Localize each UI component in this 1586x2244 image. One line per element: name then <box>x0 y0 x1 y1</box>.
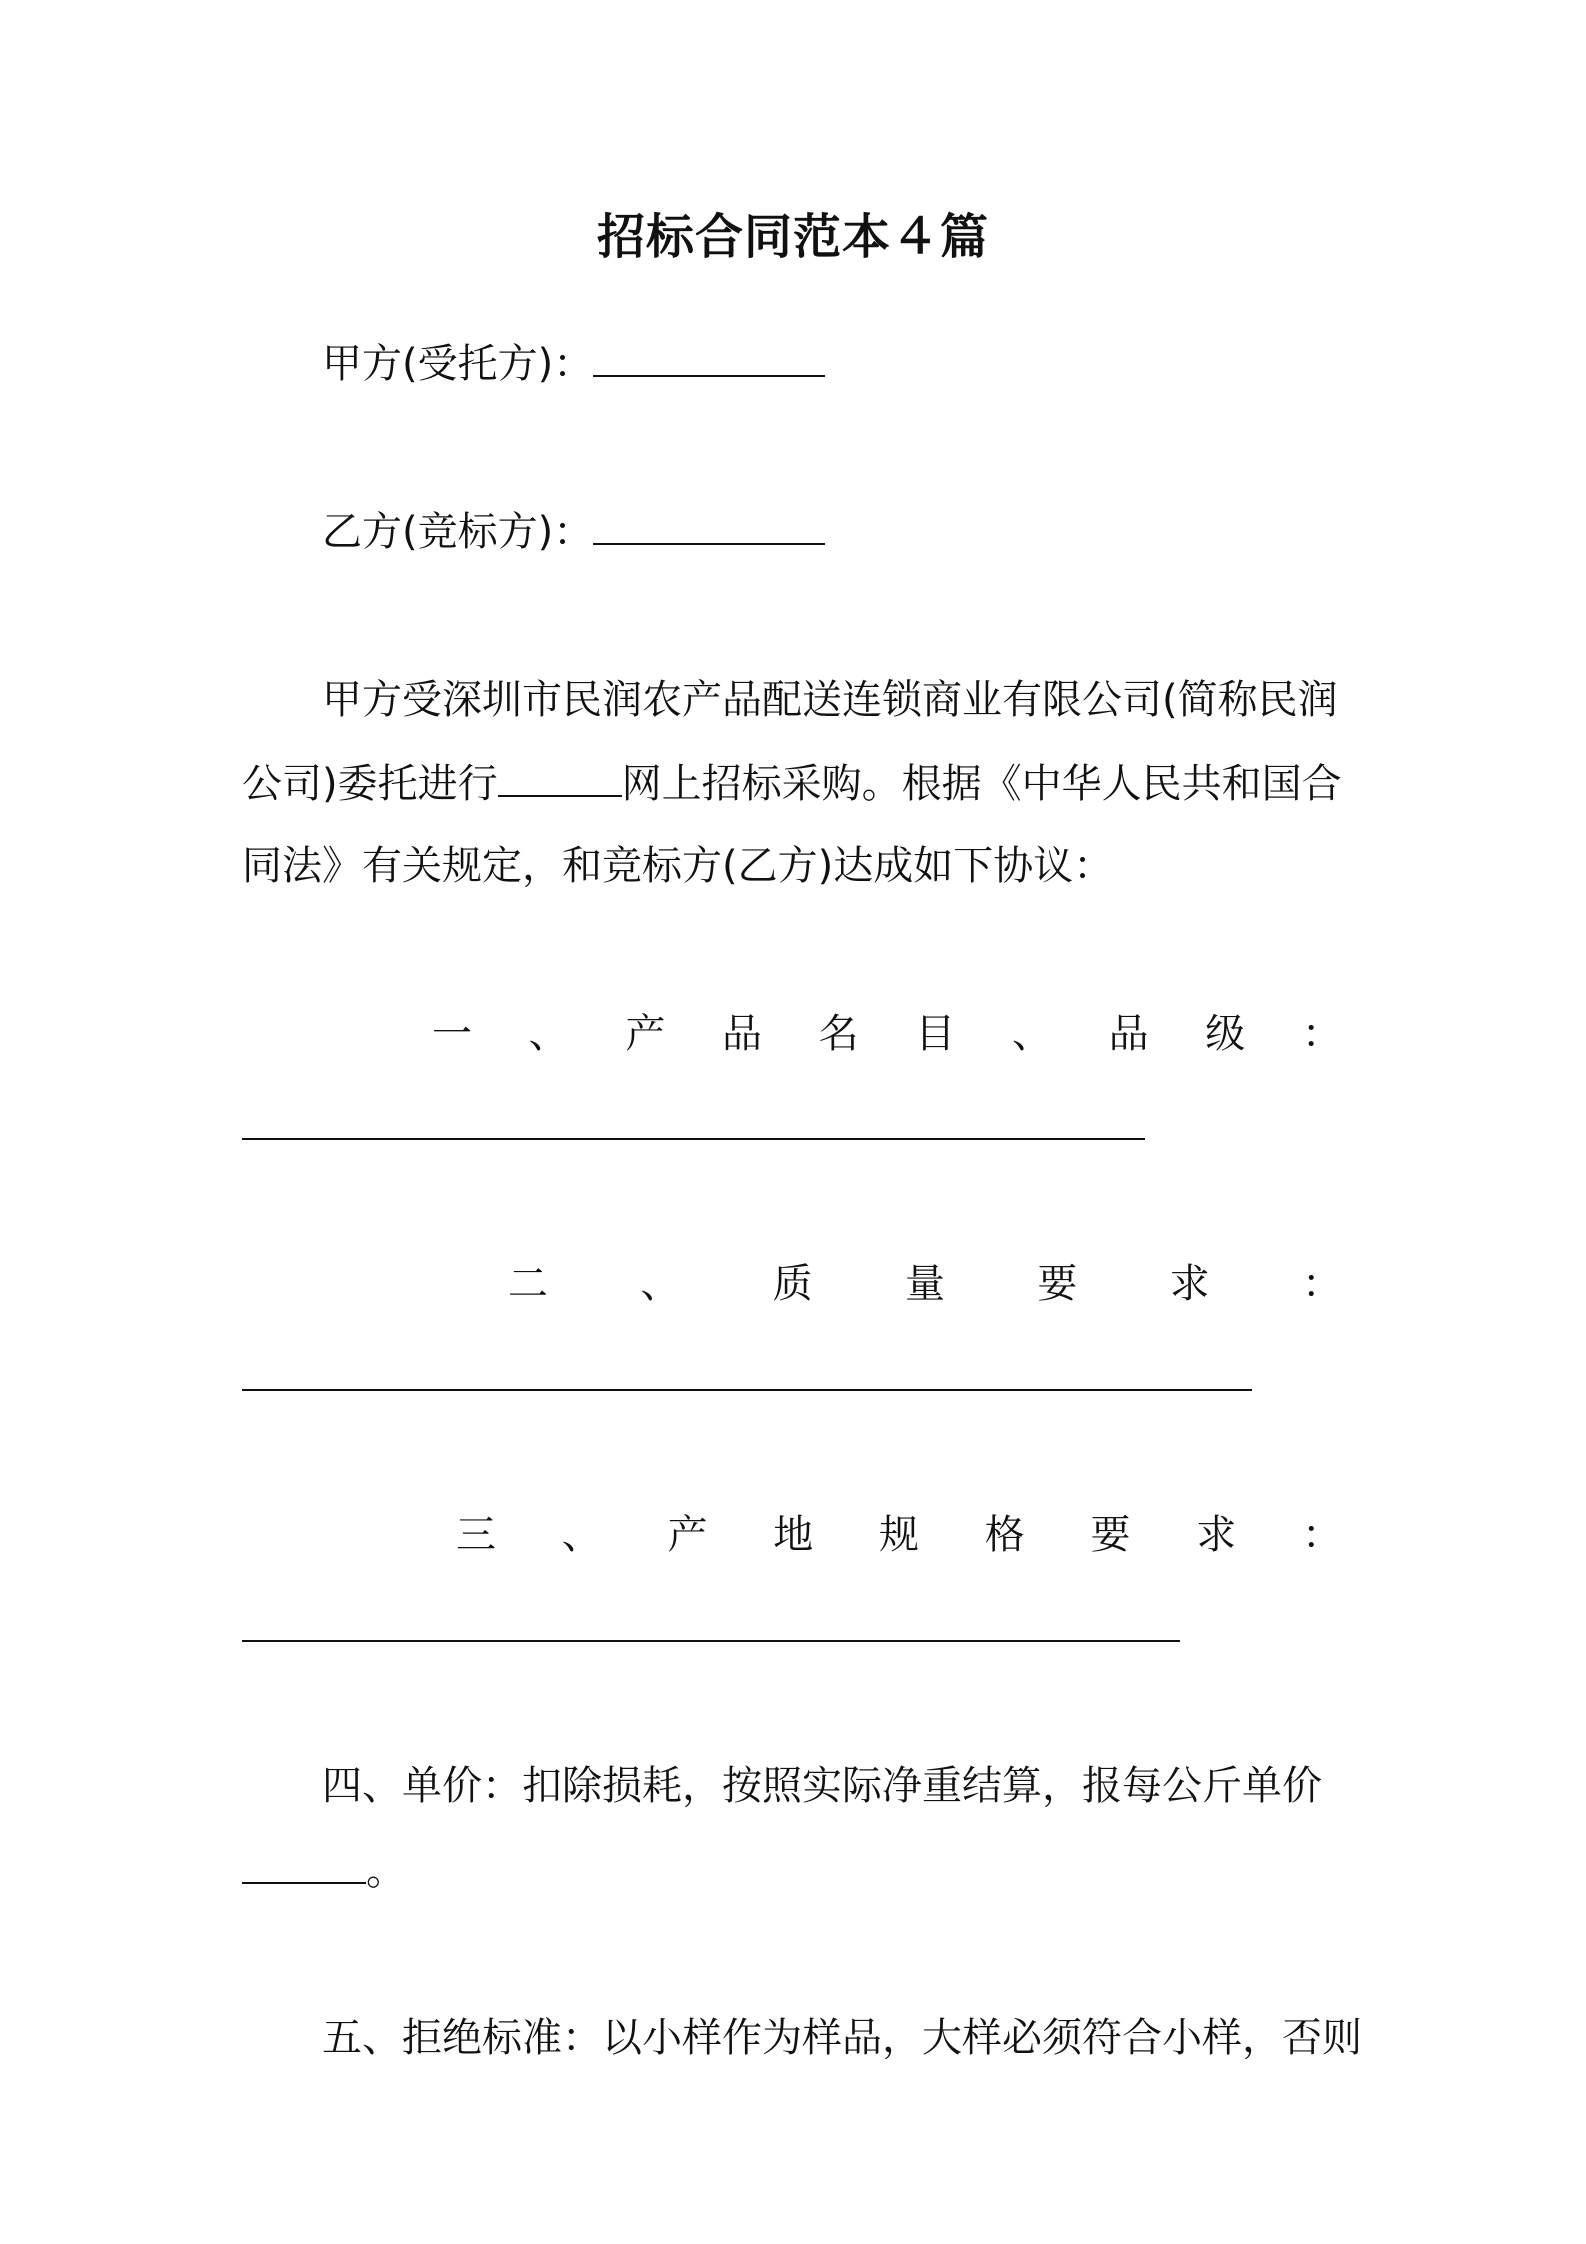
section-3-char: 格 <box>984 1512 1025 1558</box>
section-3-char: 地 <box>773 1512 814 1558</box>
section-1-char: 品 <box>721 1011 762 1057</box>
section-3-char: 求 <box>1196 1512 1237 1558</box>
section-2-char: 量 <box>904 1261 945 1307</box>
section-2-blank[interactable] <box>242 1389 1252 1391</box>
section-1-char: 品 <box>1108 1011 1149 1057</box>
section-1-char: 级 <box>1205 1011 1246 1057</box>
intro-line-2-part-1: 公司)委托进行 <box>242 761 498 807</box>
intro-project-blank[interactable] <box>498 755 622 797</box>
intro-line-2-part-2: 网上招标采购。根据《中华人民共和国合 <box>621 761 1342 807</box>
section-1-heading <box>432 1006 1342 1062</box>
section-1-char: 目 <box>915 1011 956 1057</box>
section-5-line-1: 五、拒绝标准：以小样作为样品，大样必须符合小样，否则 <box>322 2015 1362 2061</box>
section-3-blank[interactable] <box>242 1640 1180 1642</box>
section-1-char: ： <box>1301 1011 1342 1057</box>
section-2-char: 二 <box>508 1261 548 1307</box>
section-3-char: 三 <box>456 1512 496 1558</box>
section-3-char: 规 <box>879 1512 919 1558</box>
section-1-char: 、 <box>528 1011 569 1057</box>
section-2-char: 要 <box>1037 1261 1078 1307</box>
intro-line-3: 同法》有关规定，和竞标方(乙方)达成如下协议： <box>242 843 1114 889</box>
section-1-char: 名 <box>818 1011 859 1057</box>
party-b-line <box>322 503 825 560</box>
section-1-char: 、 <box>1011 1011 1052 1057</box>
party-b-blank[interactable] <box>593 503 825 545</box>
section-4-period: 。 <box>366 1848 406 1894</box>
section-3-heading <box>456 1507 1342 1563</box>
party-a-blank[interactable] <box>593 335 825 377</box>
section-4-line-2 <box>242 1842 406 1899</box>
section-1-char: 产 <box>625 1011 666 1057</box>
section-2-heading <box>508 1256 1342 1312</box>
intro-line-2 <box>242 755 1342 812</box>
section-2-char: 质 <box>772 1261 813 1307</box>
document-title: 招标合同范本４篇 <box>596 209 989 265</box>
section-3-char: ： <box>1302 1512 1342 1558</box>
party-b-label: 乙方(竞标方)： <box>322 509 594 555</box>
unit-price-blank[interactable] <box>242 1842 366 1884</box>
section-3-char: 产 <box>667 1512 708 1558</box>
section-3-char: 、 <box>561 1512 602 1558</box>
section-2-char: 、 <box>640 1261 681 1307</box>
section-4-line-1: 四、单价：扣除损耗，按照实际净重结算，报每公斤单价 <box>322 1763 1322 1809</box>
party-a-line <box>322 335 825 392</box>
section-3-char: 要 <box>1090 1512 1131 1558</box>
section-1-blank[interactable] <box>242 1138 1145 1140</box>
party-a-label: 甲方(受托方)： <box>322 341 594 387</box>
section-2-char: 求 <box>1169 1261 1210 1307</box>
section-1-char: 一 <box>432 1011 472 1057</box>
intro-line-1: 甲方受深圳市民润农产品配送连锁商业有限公司(简称民润 <box>322 677 1338 723</box>
section-2-char: ： <box>1301 1261 1342 1307</box>
